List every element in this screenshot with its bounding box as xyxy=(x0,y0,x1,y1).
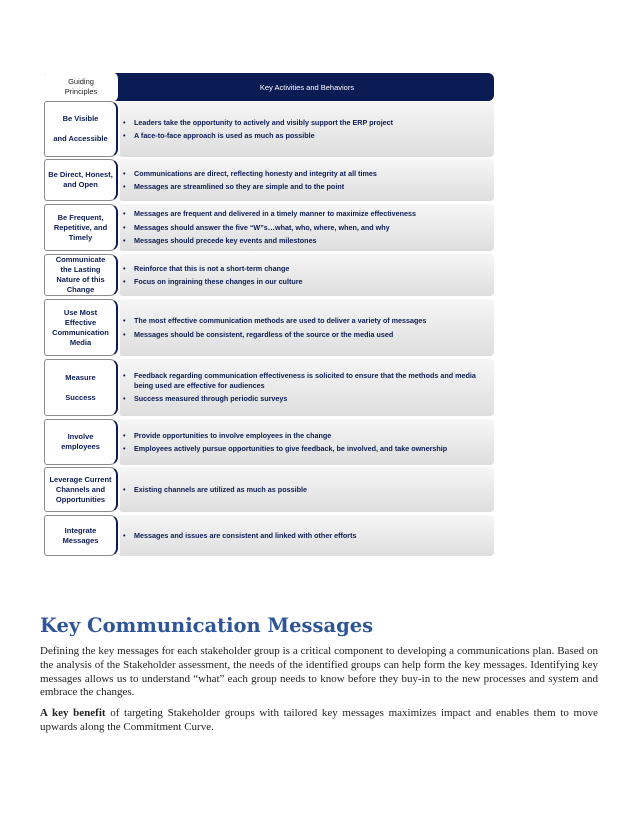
principle-line: Effective xyxy=(64,317,97,327)
table-row xyxy=(44,159,494,201)
activity-bullet xyxy=(123,431,490,441)
principle-line: Communicate xyxy=(55,255,106,264)
activity-text: Messages are streamlined so they are simple and to the point xyxy=(134,182,345,191)
principle-cell xyxy=(44,515,118,556)
principle-line: Repetitive, and xyxy=(53,222,108,232)
activity-bullet xyxy=(123,131,490,141)
paragraph-intro: Defining the key messages for each stakeholder group is a critical component to developing a communications plan. Based on the analysis of the Stakeholder assessment, the needs of the identified groups can help form the key messages. Identifying key messages allows us to understand “what” each group needs to know before they buy-in to the new processes and system and embrace the changes. xyxy=(40,645,598,699)
table-row xyxy=(44,254,494,296)
table-row xyxy=(44,204,494,251)
principle-line: Opportunities xyxy=(55,494,106,504)
activity-bullet xyxy=(123,182,490,192)
bullet-dot-icon: • xyxy=(123,329,126,339)
table-row xyxy=(44,419,494,465)
activity-bullet xyxy=(123,444,490,454)
bullet-dot-icon: • xyxy=(123,168,126,178)
activity-text: Messages should be consistent, regardless of the source or the media used xyxy=(134,329,394,339)
principle-cell xyxy=(44,359,118,416)
activity-text: Communications are direct, reflecting honesty and integrity at all times xyxy=(134,168,377,178)
activities-cell xyxy=(120,159,494,201)
bullet-dot-icon: • xyxy=(123,430,126,440)
bullet-dot-icon: • xyxy=(123,222,126,232)
principle-line: Use Most xyxy=(63,307,98,317)
activity-text: Messages should answer the five “W”s…what, who, where, when, and why xyxy=(134,222,390,232)
activity-text: Provide opportunities to involve employees in the change xyxy=(134,430,332,440)
principle-line: Involve xyxy=(67,432,94,441)
activities-cell xyxy=(120,467,494,512)
bullet-dot-icon: • xyxy=(123,316,126,325)
activities-cell xyxy=(120,254,494,296)
activity-bullet xyxy=(123,118,490,128)
table-row xyxy=(44,359,494,416)
paragraph-key-benefit xyxy=(40,707,598,735)
activities-cell xyxy=(120,101,494,157)
activity-text: Leaders take the opportunity to actively and visibly support the ERP project xyxy=(134,117,394,127)
principle-line: employees xyxy=(61,442,100,451)
principle-cell xyxy=(44,101,118,157)
activity-bullet xyxy=(123,394,490,404)
table-row xyxy=(44,101,494,157)
bullet-dot-icon: • xyxy=(123,530,126,540)
principle-line: and Accessible xyxy=(53,134,108,143)
bullet-dot-icon: • xyxy=(123,371,126,381)
principle-cell xyxy=(44,467,118,512)
activities-cell xyxy=(120,299,494,356)
bullet-dot-icon: • xyxy=(123,484,126,494)
principle-line: Integrate xyxy=(64,525,97,535)
table-header xyxy=(44,73,494,101)
bullet-dot-icon: • xyxy=(123,131,126,140)
principle-line: Leverage Current xyxy=(49,474,112,484)
principle-cell xyxy=(44,419,118,465)
header-key-activities xyxy=(120,73,494,101)
activities-cell xyxy=(120,359,494,416)
activity-bullet xyxy=(123,209,490,219)
key-benefit-bold: A key benefit xyxy=(40,707,106,719)
principle-line: Timely xyxy=(68,232,93,242)
activity-text: The most effective communication methods are used to deliver a variety of messages xyxy=(134,316,427,325)
table-row xyxy=(44,299,494,356)
activity-bullet xyxy=(123,485,490,495)
activity-text: Messages should precede key events and milestones xyxy=(134,236,317,246)
activity-text: Reinforce that this is not a short-term change xyxy=(134,263,290,273)
activity-bullet xyxy=(123,316,490,326)
table-row xyxy=(44,467,494,512)
key-benefit-rest: of targeting Stakeholder groups with tailored key messages maximizes impact and enables them to move upwards along the Commitment Curve. xyxy=(40,707,598,733)
bullet-dot-icon: • xyxy=(123,209,126,219)
header-left-text: Guiding Principles xyxy=(64,77,98,96)
principle-line: Be Frequent, xyxy=(57,212,104,222)
bullet-dot-icon: • xyxy=(123,182,126,191)
activity-text: Feedback regarding communication effectiveness is solicited to ensure that the methods and media being used are effective for audiences xyxy=(134,371,476,390)
principle-line: Communication xyxy=(52,327,109,337)
activity-bullet xyxy=(123,236,490,246)
activity-text: Success measured through periodic surveys xyxy=(134,394,288,404)
principle-cell xyxy=(44,204,118,251)
activity-bullet xyxy=(123,277,490,287)
principle-cell xyxy=(44,299,118,356)
principle-line: the Lasting xyxy=(60,265,101,274)
activity-text: Employees actively pursue opportunities to give feedback, be involved, and take ownership xyxy=(134,444,448,453)
activities-cell xyxy=(120,515,494,556)
principle-cell xyxy=(44,159,118,201)
header-guiding-principles xyxy=(44,73,120,101)
activity-text: Focus on ingraining these changes in our culture xyxy=(134,277,303,286)
principle-line: Messages xyxy=(62,535,99,545)
bullet-dot-icon: • xyxy=(123,277,126,286)
table-row xyxy=(44,515,494,556)
activity-bullet xyxy=(123,223,490,233)
activity-text: Messages and issues are consistent and linked with other efforts xyxy=(134,530,357,540)
principle-line: Nature of this xyxy=(56,275,105,284)
activity-text: Messages are frequent and delivered in a timely manner to maximize effectiveness xyxy=(134,209,417,219)
principle-line: Change xyxy=(66,285,95,294)
principle-line: Channels and xyxy=(55,484,106,494)
activity-bullet xyxy=(123,371,490,390)
principle-cell xyxy=(44,254,118,296)
activities-cell xyxy=(120,204,494,251)
principle-line: Media xyxy=(69,337,92,347)
principle-line: and Open xyxy=(63,180,98,189)
principle-line: Success xyxy=(65,392,96,402)
activity-bullet xyxy=(123,330,490,340)
header-right-text: Key Activities and Behaviors xyxy=(259,82,355,92)
activity-text: Existing channels are utilized as much as possible xyxy=(134,484,307,494)
principle-line: Measure xyxy=(65,372,96,382)
principle-line: Be Direct, Honest, xyxy=(48,170,113,179)
activity-bullet xyxy=(123,264,490,274)
bullet-dot-icon: • xyxy=(123,394,126,404)
activity-text: A face-to-face approach is used as much as possible xyxy=(134,131,315,140)
activity-bullet xyxy=(123,531,490,541)
bullet-dot-icon: • xyxy=(123,236,126,246)
bullet-dot-icon: • xyxy=(123,117,126,127)
bullet-dot-icon: • xyxy=(123,263,126,273)
bullet-dot-icon: • xyxy=(123,444,126,453)
section-title: Key Communication Messages xyxy=(40,614,374,637)
activities-cell xyxy=(120,419,494,465)
principle-line: Be Visible xyxy=(62,114,99,123)
activity-bullet xyxy=(123,169,490,179)
